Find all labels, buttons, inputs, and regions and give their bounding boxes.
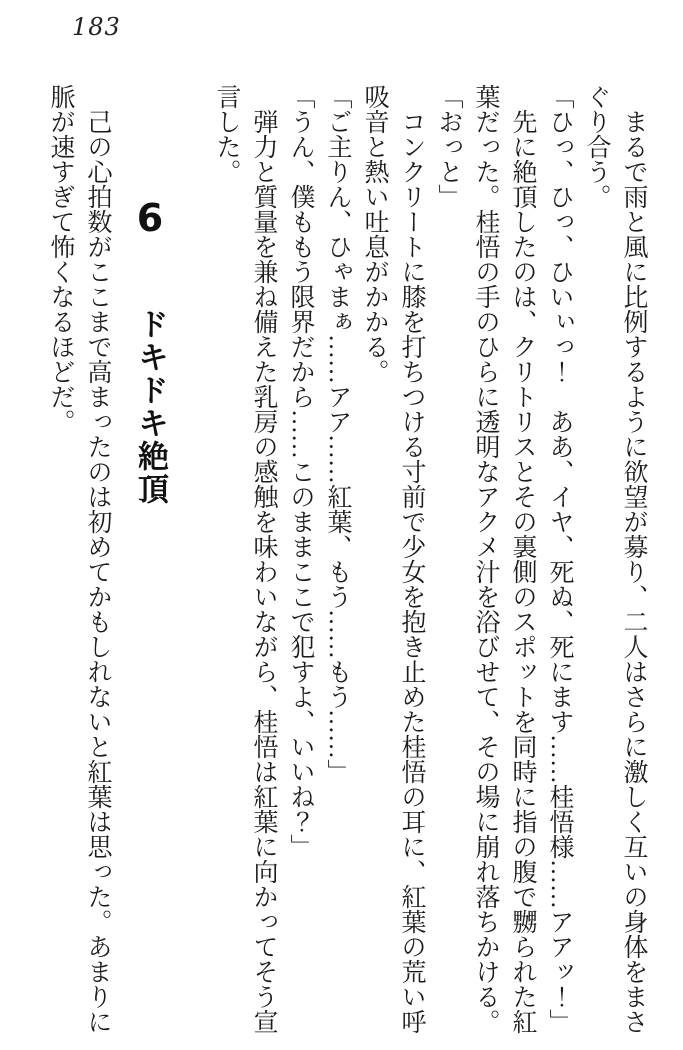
chapter-title: ドキドキ絶頂 [132, 308, 168, 506]
narrative-paragraph: 弾力と質量を兼ね備えた乳房の感触を味わいながら、桂悟は紅葉に向かってそう宣言した。 [213, 84, 277, 1034]
narrative-paragraph: コンクリートに膝を打ちつける寸前で少女を抱き止めた桂悟の耳に、紅葉の荒い呼吸音と熱い吐息がかかる。 [361, 84, 425, 1034]
dialogue-line: 「おっと」 [435, 84, 462, 209]
text-flow [42, 84, 652, 1036]
dialogue-line: 「うん、僕ももう限界だから……このままここで犯すよ、いいね？」 [287, 84, 314, 859]
page-number: 183 [72, 13, 121, 41]
chapter-number: 6 [128, 196, 172, 240]
narrative-paragraph: 先に絶頂したのは、クリトリスとその裏側のスポットを同時に指の腹で嬲られた紅葉だった。桂悟の手のひらに透明なアクメ汁を浴びせて、その場に崩れ落ちかける。 [472, 84, 536, 1034]
chapter-heading [128, 84, 172, 1036]
dialogue-line: 「ひっ、ひっ、ひいぃっ！ ああ、イヤ、死ぬ、死にます……桂悟様……アアッ！」 [546, 84, 573, 1034]
dialogue-line: 「ご主りん、ひゃまぁ……アア……紅葉、もう……もう……」 [324, 84, 351, 784]
narrative-paragraph: 己の心拍数がここまで高まったのは初めてかもしれないと紅葉は思った。あまりに脈が速すぎて怖くなるほどだ。 [47, 84, 111, 1034]
narrative-paragraph: まるで雨と風に比例するように欲望が募り、二人はさらに激しく互いの身体をまさぐり合う。 [583, 84, 647, 1034]
